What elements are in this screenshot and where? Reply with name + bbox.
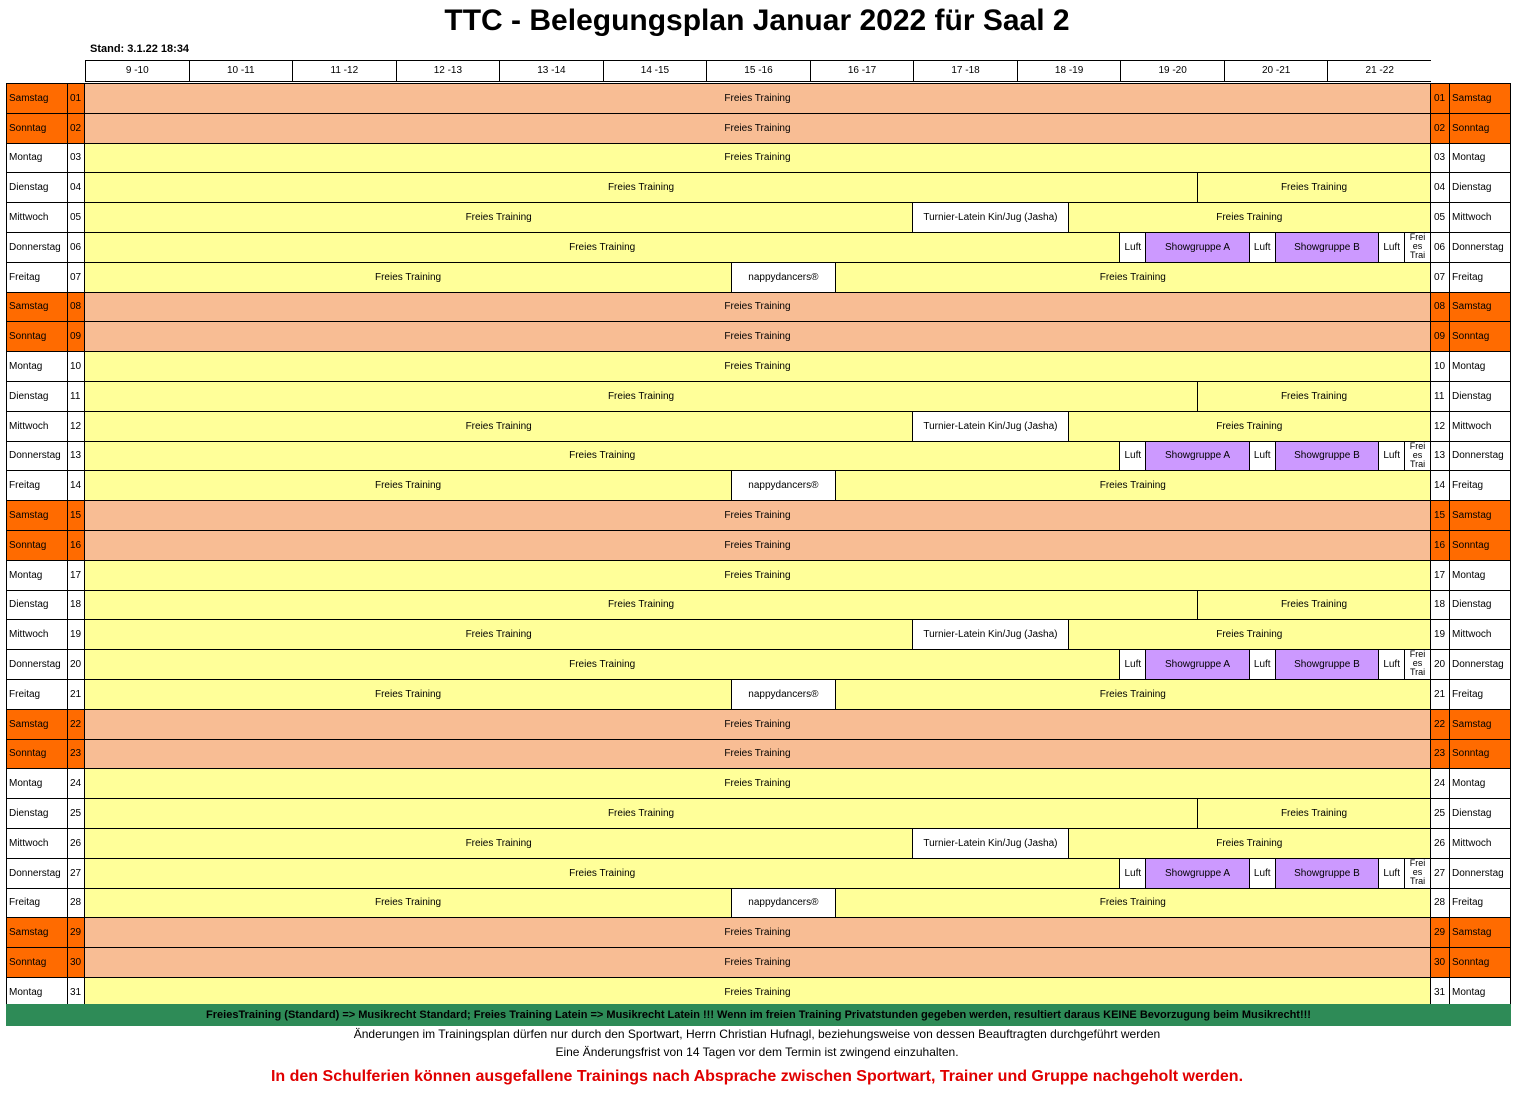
- day-name: Montag: [1450, 768, 1511, 799]
- booking-block[interactable]: Turnier-Latein Kin/Jug (Jasha): [913, 620, 1068, 649]
- day-name: Mittwoch: [1450, 411, 1511, 442]
- day-name: Mittwoch: [6, 828, 67, 859]
- day-name: Montag: [1450, 351, 1511, 382]
- booking-block[interactable]: Freies Training: [85, 173, 1198, 202]
- day-number: 10: [1431, 351, 1450, 382]
- day-name: Samstag: [6, 709, 67, 740]
- hour-header: [85, 60, 1431, 82]
- day-number: 22: [67, 709, 85, 740]
- booking-block[interactable]: Showgruppe A: [1146, 442, 1250, 471]
- hour-label: 12 -13: [396, 61, 500, 81]
- booking-block[interactable]: Freies Training: [1069, 829, 1431, 858]
- booking-block[interactable]: Freies Training: [85, 531, 1431, 560]
- booking-block[interactable]: Freies Training: [85, 471, 732, 500]
- day-number: 15: [1431, 500, 1450, 531]
- day-number: 03: [1431, 143, 1450, 174]
- day-name: Dienstag: [6, 172, 67, 203]
- booking-block[interactable]: Frei es Trai: [1405, 859, 1431, 888]
- booking-block[interactable]: Freies Training: [85, 412, 913, 441]
- day-name: Montag: [1450, 143, 1511, 174]
- day-name: Mittwoch: [1450, 828, 1511, 859]
- stand-timestamp: Stand: 3.1.22 18:34: [90, 43, 190, 55]
- day-name: Samstag: [1450, 917, 1511, 948]
- day-number: 08: [1431, 292, 1450, 323]
- booking-block[interactable]: Frei es Trai: [1405, 233, 1431, 262]
- booking-block[interactable]: Freies Training: [85, 144, 1431, 173]
- day-number: 30: [67, 947, 85, 978]
- day-number: 07: [67, 262, 85, 293]
- day-name: Donnerstag: [1450, 858, 1511, 889]
- day-name: Dienstag: [6, 798, 67, 829]
- day-name: Freitag: [6, 679, 67, 710]
- day-name: Freitag: [1450, 262, 1511, 293]
- booking-block[interactable]: nappydancers®: [732, 471, 836, 500]
- booking-block[interactable]: Freies Training: [1198, 173, 1431, 202]
- booking-block[interactable]: Turnier-Latein Kin/Jug (Jasha): [913, 203, 1068, 232]
- day-name: Montag: [6, 560, 67, 591]
- booking-block[interactable]: nappydancers®: [732, 889, 836, 918]
- booking-block[interactable]: Turnier-Latein Kin/Jug (Jasha): [913, 412, 1068, 441]
- day-number: 13: [1431, 441, 1450, 472]
- booking-block[interactable]: Freies Training: [85, 799, 1198, 828]
- day-number: 06: [1431, 232, 1450, 263]
- day-number: 19: [1431, 619, 1450, 650]
- booking-block[interactable]: Showgruppe B: [1276, 859, 1380, 888]
- day-number: 09: [67, 321, 85, 352]
- day-number: 25: [67, 798, 85, 829]
- booking-block[interactable]: Freies Training: [85, 918, 1431, 947]
- day-number: 08: [67, 292, 85, 323]
- hour-label: 11 -12: [292, 61, 396, 81]
- day-number: 12: [67, 411, 85, 442]
- day-name: Dienstag: [1450, 590, 1511, 621]
- day-number: 17: [67, 560, 85, 591]
- hour-label: 19 -20: [1120, 61, 1224, 81]
- booking-block[interactable]: Freies Training: [1198, 591, 1431, 620]
- booking-block[interactable]: Freies Training: [85, 591, 1198, 620]
- booking-block[interactable]: Showgruppe A: [1146, 233, 1250, 262]
- day-number: 03: [67, 143, 85, 174]
- booking-block[interactable]: Freies Training: [85, 620, 913, 649]
- day-number: 31: [1431, 977, 1450, 1008]
- day-name: Sonntag: [6, 530, 67, 561]
- booking-block[interactable]: Freies Training: [85, 382, 1198, 411]
- day-name: Sonntag: [6, 739, 67, 770]
- booking-block[interactable]: Luft: [1120, 233, 1146, 262]
- day-name: Samstag: [6, 292, 67, 323]
- day-number: 13: [67, 441, 85, 472]
- hour-label: 13 -14: [499, 61, 603, 81]
- booking-block[interactable]: Freies Training: [85, 322, 1431, 351]
- day-name: Mittwoch: [6, 202, 67, 233]
- day-name: Freitag: [6, 262, 67, 293]
- day-name: Sonntag: [6, 321, 67, 352]
- booking-block[interactable]: Freies Training: [85, 84, 1431, 113]
- booking-block[interactable]: Luft: [1120, 650, 1146, 679]
- booking-block[interactable]: Luft: [1379, 650, 1405, 679]
- day-number: 04: [67, 172, 85, 203]
- day-name: Donnerstag: [1450, 232, 1511, 263]
- day-number: 01: [67, 83, 85, 114]
- day-number: 29: [67, 917, 85, 948]
- day-number: 14: [67, 470, 85, 501]
- booking-block[interactable]: Freies Training: [1198, 799, 1431, 828]
- deadline-note: Eine Änderungsfrist von 14 Tagen vor dem Termin ist zwingend einzuhalten.: [555, 1045, 959, 1059]
- day-name: Mittwoch: [6, 619, 67, 650]
- day-number: 16: [67, 530, 85, 561]
- booking-block[interactable]: Freies Training: [1069, 620, 1431, 649]
- day-number: 25: [1431, 798, 1450, 829]
- booking-block[interactable]: Freies Training: [85, 233, 1120, 262]
- day-number: 17: [1431, 560, 1450, 591]
- booking-block[interactable]: Freies Training: [85, 203, 913, 232]
- booking-block[interactable]: Luft: [1379, 233, 1405, 262]
- day-name: Dienstag: [1450, 172, 1511, 203]
- booking-block[interactable]: Freies Training: [836, 471, 1431, 500]
- day-number: 23: [1431, 739, 1450, 770]
- day-number: 24: [1431, 768, 1450, 799]
- day-name: Dienstag: [6, 590, 67, 621]
- day-number: 28: [67, 888, 85, 919]
- day-number: 11: [67, 381, 85, 412]
- day-number: 06: [67, 232, 85, 263]
- day-name: Sonntag: [1450, 530, 1511, 561]
- day-name: Montag: [6, 351, 67, 382]
- day-number: 26: [1431, 828, 1450, 859]
- day-name: Montag: [1450, 560, 1511, 591]
- booking-block[interactable]: Luft: [1250, 233, 1276, 262]
- day-name: Samstag: [1450, 709, 1511, 740]
- booking-block[interactable]: Freies Training: [85, 114, 1431, 143]
- booking-block[interactable]: Freies Training: [85, 650, 1120, 679]
- booking-block[interactable]: Showgruppe B: [1276, 233, 1380, 262]
- change-note: Änderungen im Trainingsplan dürfen nur durch den Sportwart, Herrn Christian Hufnagl, beziehungsweise von dessen Beauftragten durchgeführt werden: [353, 1027, 1161, 1041]
- day-number: 31: [67, 977, 85, 1008]
- day-name: Sonntag: [6, 113, 67, 144]
- booking-block[interactable]: Freies Training: [836, 263, 1431, 292]
- day-name: Mittwoch: [1450, 619, 1511, 650]
- booking-block[interactable]: Luft: [1250, 650, 1276, 679]
- booking-block[interactable]: Freies Training: [1198, 382, 1431, 411]
- day-number: 16: [1431, 530, 1450, 561]
- day-name: Samstag: [1450, 292, 1511, 323]
- day-number: 22: [1431, 709, 1450, 740]
- booking-block[interactable]: Freies Training: [85, 501, 1431, 530]
- day-name: Montag: [6, 143, 67, 174]
- day-number: 05: [67, 202, 85, 233]
- day-number: 20: [67, 649, 85, 680]
- hour-label: 16 -17: [810, 61, 914, 81]
- holiday-note: In den Schulferien können ausgefallene Trainings nach Absprache zwischen Sportwart, Trainer und Gruppe nachgeholt werden.: [270, 1068, 1244, 1085]
- booking-block[interactable]: Luft: [1250, 859, 1276, 888]
- day-name: Sonntag: [1450, 947, 1511, 978]
- booking-block[interactable]: Frei es Trai: [1405, 442, 1431, 471]
- booking-block[interactable]: Freies Training: [836, 889, 1431, 918]
- booking-block[interactable]: Freies Training: [85, 859, 1120, 888]
- day-number: 04: [1431, 172, 1450, 203]
- day-number: 21: [1431, 679, 1450, 710]
- day-name: Mittwoch: [1450, 202, 1511, 233]
- day-number: 28: [1431, 888, 1450, 919]
- day-number: 02: [67, 113, 85, 144]
- day-name: Dienstag: [1450, 798, 1511, 829]
- day-number: 15: [67, 500, 85, 531]
- booking-block[interactable]: Freies Training: [1069, 412, 1431, 441]
- day-name: Freitag: [1450, 888, 1511, 919]
- day-name: Samstag: [6, 83, 67, 114]
- page-title: TTC - Belegungsplan Januar 2022 für Saal 2: [444, 4, 1070, 37]
- hour-label: 14 -15: [603, 61, 707, 81]
- booking-block[interactable]: Showgruppe A: [1146, 650, 1250, 679]
- booking-block[interactable]: Luft: [1250, 442, 1276, 471]
- day-number: 05: [1431, 202, 1450, 233]
- day-name: Mittwoch: [6, 411, 67, 442]
- day-number: 21: [67, 679, 85, 710]
- day-name: Freitag: [6, 470, 67, 501]
- booking-block[interactable]: nappydancers®: [732, 680, 836, 709]
- hour-label: 17 -18: [913, 61, 1017, 81]
- day-name: Donnerstag: [6, 649, 67, 680]
- booking-block[interactable]: Showgruppe A: [1146, 859, 1250, 888]
- day-name: Samstag: [6, 500, 67, 531]
- booking-block[interactable]: Freies Training: [85, 710, 1431, 739]
- booking-block[interactable]: nappydancers®: [732, 263, 836, 292]
- booking-block[interactable]: Showgruppe B: [1276, 442, 1380, 471]
- day-name: Sonntag: [1450, 321, 1511, 352]
- day-number: 20: [1431, 649, 1450, 680]
- booking-block[interactable]: Luft: [1120, 859, 1146, 888]
- day-name: Samstag: [1450, 500, 1511, 531]
- hour-label: 18 -19: [1017, 61, 1121, 81]
- booking-block[interactable]: Luft: [1120, 442, 1146, 471]
- day-number: 27: [1431, 858, 1450, 889]
- booking-block[interactable]: Freies Training: [85, 829, 913, 858]
- hour-label: 10 -11: [189, 61, 293, 81]
- day-number: 07: [1431, 262, 1450, 293]
- day-name: Dienstag: [6, 381, 67, 412]
- booking-block[interactable]: Frei es Trai: [1405, 650, 1431, 679]
- day-name: Samstag: [6, 917, 67, 948]
- day-number: 19: [67, 619, 85, 650]
- day-name: Sonntag: [1450, 739, 1511, 770]
- day-number: 14: [1431, 470, 1450, 501]
- day-name: Sonntag: [1450, 113, 1511, 144]
- hour-label: 15 -16: [706, 61, 810, 81]
- day-name: Freitag: [1450, 679, 1511, 710]
- booking-block[interactable]: Freies Training: [85, 978, 1431, 1007]
- day-number: 10: [67, 351, 85, 382]
- day-number: 29: [1431, 917, 1450, 948]
- day-name: Montag: [6, 768, 67, 799]
- booking-block[interactable]: Freies Training: [1069, 203, 1431, 232]
- booking-block[interactable]: Freies Training: [85, 680, 732, 709]
- day-name: Dienstag: [1450, 381, 1511, 412]
- hour-label: 21 -22: [1327, 61, 1431, 81]
- day-name: Freitag: [6, 888, 67, 919]
- day-number: 18: [67, 590, 85, 621]
- day-name: Donnerstag: [1450, 649, 1511, 680]
- booking-block[interactable]: Freies Training: [85, 442, 1120, 471]
- day-name: Donnerstag: [6, 232, 67, 263]
- booking-block[interactable]: Freies Training: [85, 740, 1431, 769]
- day-name: Montag: [6, 977, 67, 1008]
- day-name: Sonntag: [6, 947, 67, 978]
- booking-block[interactable]: Luft: [1379, 859, 1405, 888]
- music-rights-note: FreiesTraining (Standard) => Musikrecht Standard; Freies Training Latein => Musikrecht Latein !!! Wenn im freien Training Privatstunden gegeben werden, resultiert daraus KEINE Bevorzugung beim Musikrecht!!!: [6, 1004, 1511, 1026]
- day-number: 26: [67, 828, 85, 859]
- day-number: 30: [1431, 947, 1450, 978]
- booking-block[interactable]: Freies Training: [85, 948, 1431, 977]
- day-number: 02: [1431, 113, 1450, 144]
- booking-block[interactable]: Luft: [1379, 442, 1405, 471]
- booking-block[interactable]: Freies Training: [85, 263, 732, 292]
- booking-block[interactable]: Showgruppe B: [1276, 650, 1380, 679]
- booking-block[interactable]: Freies Training: [85, 561, 1431, 590]
- booking-block[interactable]: Freies Training: [836, 680, 1431, 709]
- day-number: 27: [67, 858, 85, 889]
- hour-label: 20 -21: [1224, 61, 1328, 81]
- day-number: 09: [1431, 321, 1450, 352]
- day-name: Donnerstag: [6, 858, 67, 889]
- hour-label: 9 -10: [85, 61, 189, 81]
- booking-block[interactable]: Turnier-Latein Kin/Jug (Jasha): [913, 829, 1068, 858]
- day-number: 01: [1431, 83, 1450, 114]
- day-number: 11: [1431, 381, 1450, 412]
- booking-block[interactable]: Freies Training: [85, 769, 1431, 798]
- booking-block[interactable]: Freies Training: [85, 889, 732, 918]
- day-name: Donnerstag: [1450, 441, 1511, 472]
- booking-block[interactable]: Freies Training: [85, 293, 1431, 322]
- day-name: Freitag: [1450, 470, 1511, 501]
- day-name: Montag: [1450, 977, 1511, 1008]
- day-number: 24: [67, 768, 85, 799]
- booking-block[interactable]: Freies Training: [85, 352, 1431, 381]
- day-name: Donnerstag: [6, 441, 67, 472]
- day-number: 23: [67, 739, 85, 770]
- day-number: 12: [1431, 411, 1450, 442]
- day-number: 18: [1431, 590, 1450, 621]
- day-name: Samstag: [1450, 83, 1511, 114]
